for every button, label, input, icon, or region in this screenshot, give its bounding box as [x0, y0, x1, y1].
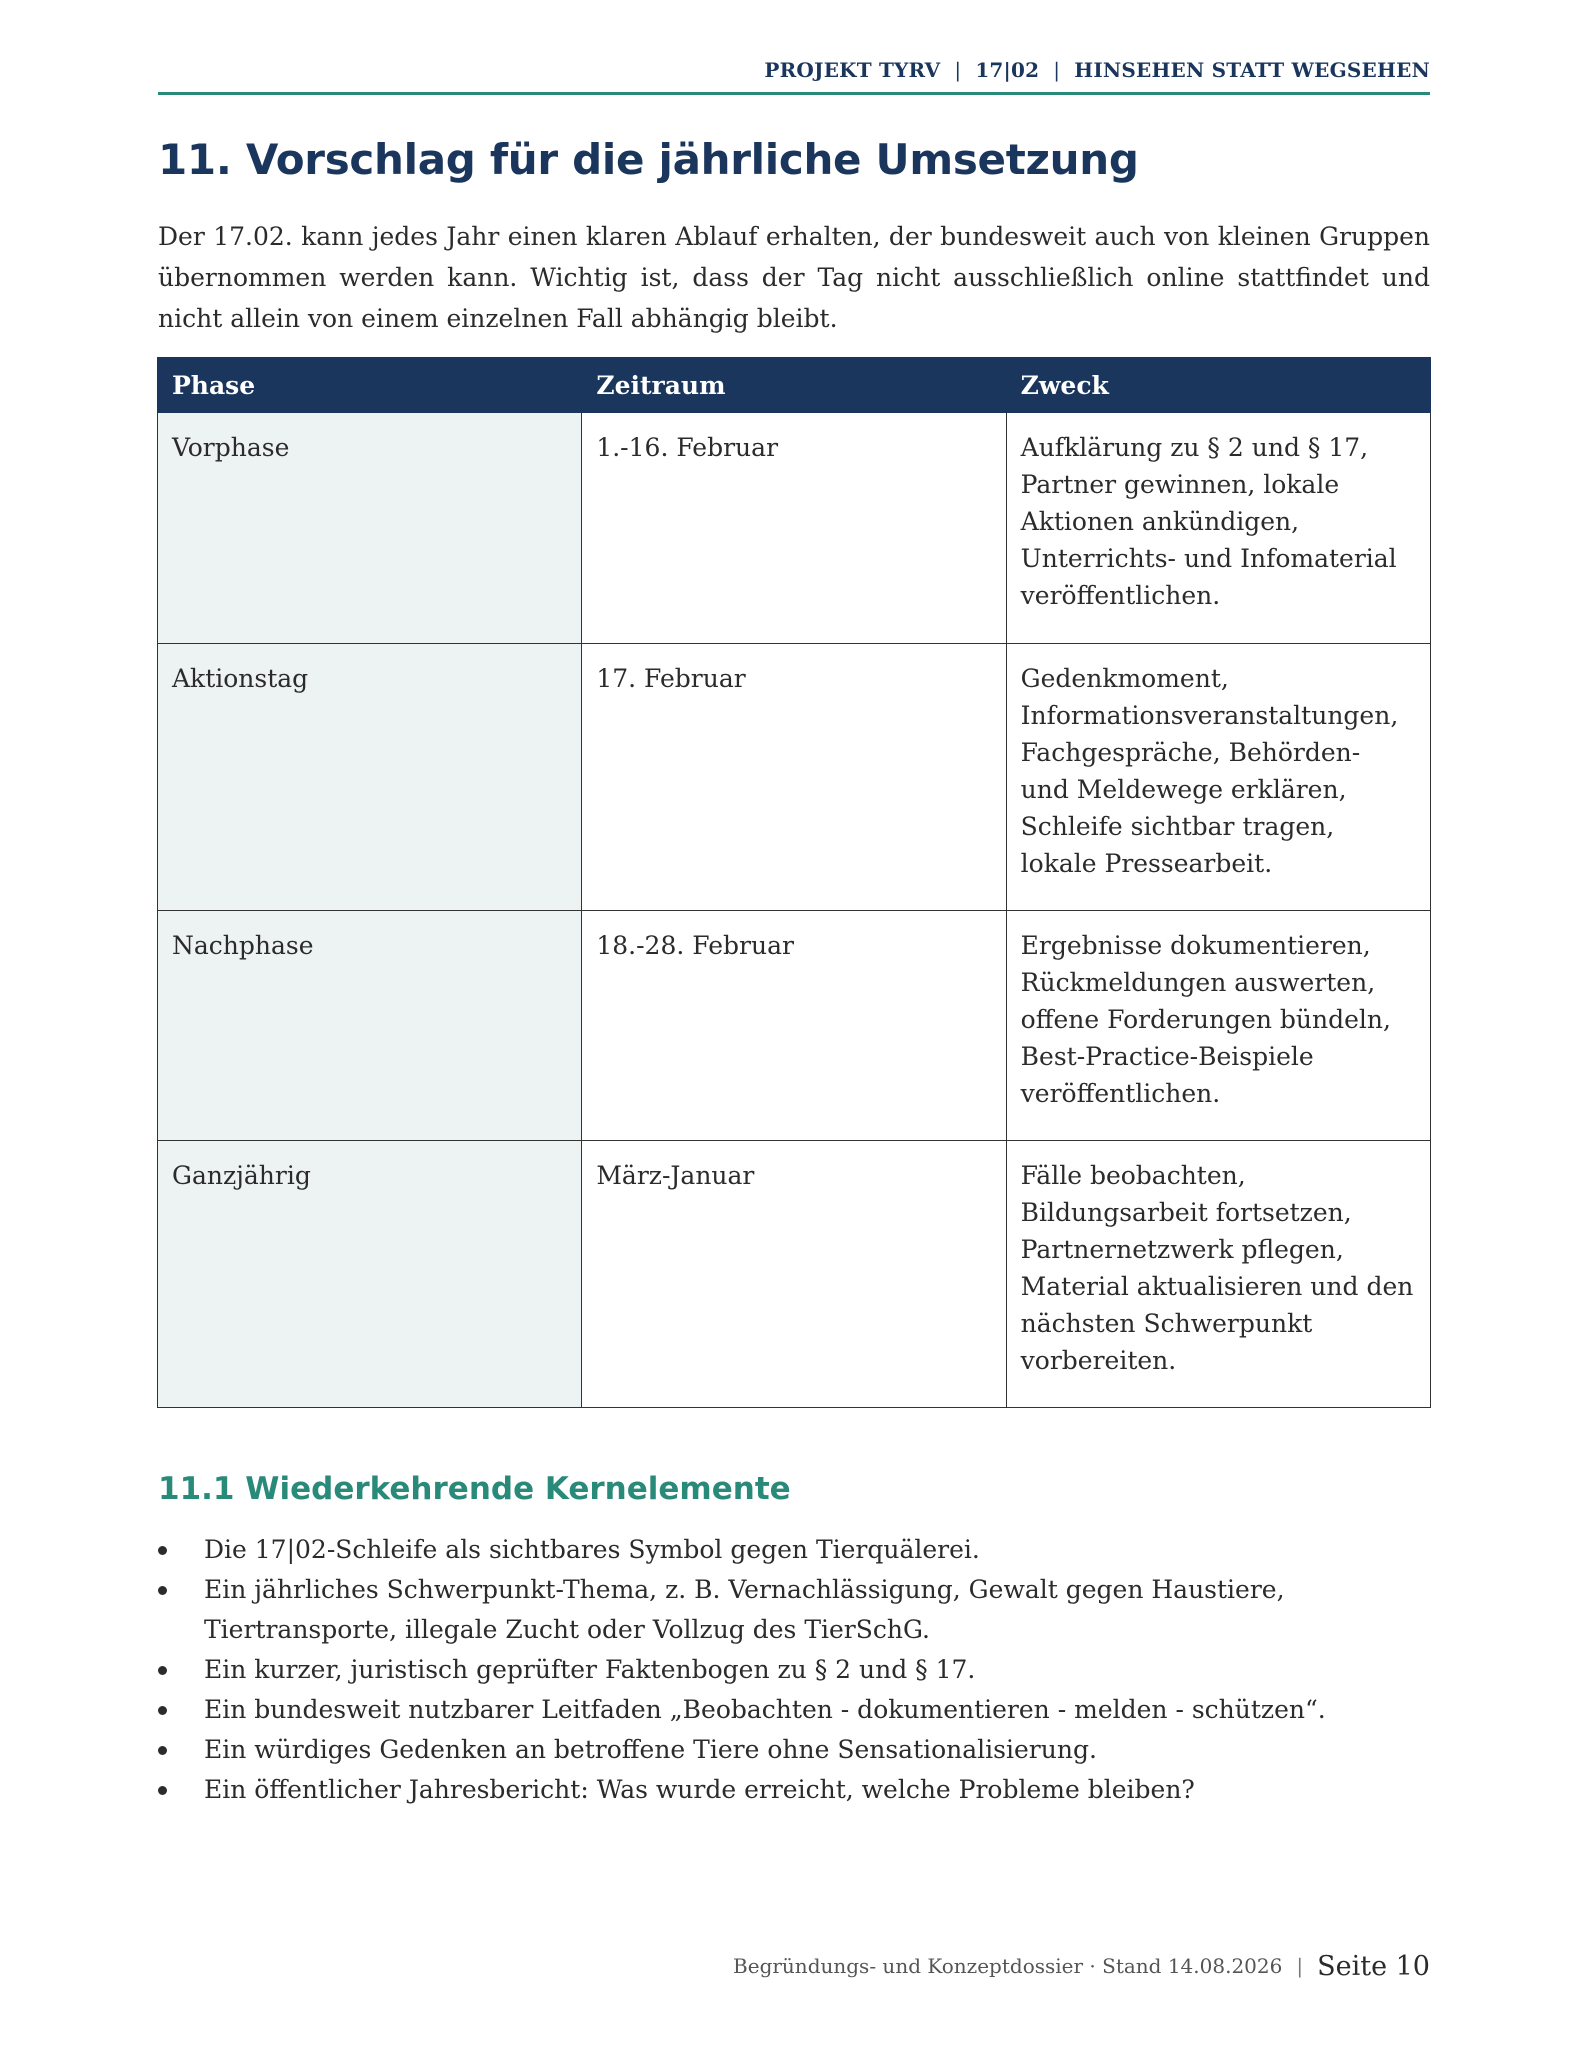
table-header-row — [158, 358, 1431, 413]
cell-zweck: Aufklärung zu § 2 und § 17, Partner gewinnen, lokale Aktionen ankündigen, Unterrichts- und Infomaterial veröffentlichen. — [1006, 413, 1430, 644]
list-item-text: Ein jährliches Schwerpunkt-Thema, z. B. Vernachlässigung, Gewalt gegen Haustiere, Tiertransporte, illegale Zucht oder Vollzug des TierSchG. — [204, 1575, 1285, 1644]
list-item-text: Ein kurzer, juristisch geprüfter Faktenbogen zu § 2 und § 17. — [204, 1655, 976, 1684]
cell-zweck: Fälle beobachten, Bildungsarbeit fortsetzen, Partnernetzwerk pflegen, Material aktualisieren und den nächsten Schwerpunkt vorbereiten. — [1006, 1141, 1430, 1408]
cell-zeitraum: 17. Februar — [582, 644, 1006, 911]
page-header — [158, 58, 1430, 92]
section-title: 11. Vorschlag für die jährliche Umsetzung — [158, 135, 1139, 184]
header-slogan: HINSEHEN STATT WEGSEHEN — [1074, 58, 1430, 82]
list-item-text: Ein öffentlicher Jahresbericht: Was wurde erreicht, welche Probleme bleiben? — [204, 1775, 1195, 1804]
cell-zeitraum: März-Januar — [582, 1141, 1006, 1408]
page-footer — [158, 1946, 1430, 1986]
table-row — [158, 644, 1431, 911]
header-separator: | — [954, 58, 962, 82]
list-item — [158, 1730, 1430, 1770]
subsection-title: 11.1 Wiederkehrende Kernelemente — [158, 1471, 791, 1507]
table-row — [158, 1141, 1431, 1408]
column-header-zeitraum: Zeitraum — [582, 358, 1006, 413]
column-header-phase: Phase — [158, 358, 582, 413]
list-item-text: Die 17|02-Schleife als sichtbares Symbol gegen Tierquälerei. — [204, 1535, 980, 1564]
cell-phase: Aktionstag — [158, 644, 582, 911]
header-divider — [158, 92, 1430, 95]
list-item — [158, 1650, 1430, 1690]
list-item — [158, 1690, 1430, 1730]
phase-table — [157, 357, 1431, 1408]
list-item-text: Ein würdiges Gedenken an betroffene Tiere ohne Sensationalisierung. — [204, 1735, 1097, 1764]
bullet-icon — [158, 1666, 167, 1675]
bullet-icon — [158, 1706, 167, 1715]
list-item — [158, 1770, 1430, 1810]
cell-phase: Vorphase — [158, 413, 582, 644]
cell-zweck: Gedenkmoment, Informationsveranstaltungen, Fachgespräche, Behörden- und Meldewege erklären, Schleife sichtbar tragen, lokale Pressearbeit. — [1006, 644, 1430, 911]
list-item — [158, 1570, 1430, 1650]
bullet-icon — [158, 1786, 167, 1795]
list-item-text: Ein bundesweit nutzbarer Leitfaden „Beobachten - dokumentieren - melden - schützen“. — [204, 1695, 1326, 1724]
header-separator: | — [1053, 58, 1061, 82]
core-elements-list — [158, 1530, 1430, 1810]
cell-phase: Ganzjährig — [158, 1141, 582, 1408]
cell-zeitraum: 18.-28. Februar — [582, 911, 1006, 1141]
bullet-icon — [158, 1546, 167, 1555]
page-number: Seite 10 — [1317, 1950, 1430, 1982]
footer-document-info: Begründungs- und Konzeptdossier · Stand 14.08.2026 — [733, 1954, 1283, 1978]
table-row — [158, 911, 1431, 1141]
intro-paragraph: Der 17.02. kann jedes Jahr einen klaren Ablauf erhalten, der bundesweit auch von kleinen Gruppen übernommen werden kann. Wichtig ist, dass der Tag nicht ausschließlich online stattfindet und nicht allein von einem einzelnen Fall abhängig bleibt. — [158, 222, 1430, 333]
bullet-icon — [158, 1586, 167, 1595]
cell-zeitraum: 1.-16. Februar — [582, 413, 1006, 644]
bullet-icon — [158, 1746, 167, 1755]
cell-phase: Nachphase — [158, 911, 582, 1141]
column-header-zweck: Zweck — [1006, 358, 1430, 413]
header-date: 17|02 — [975, 58, 1040, 82]
list-item — [158, 1530, 1430, 1570]
header-project: PROJEKT TYRV — [764, 58, 941, 82]
cell-zweck: Ergebnisse dokumentieren, Rückmeldungen auswerten, offene Forderungen bündeln, Best-Practice-Beispiele veröffentlichen. — [1006, 911, 1430, 1141]
footer-separator: | — [1296, 1954, 1304, 1978]
table-row — [158, 413, 1431, 644]
